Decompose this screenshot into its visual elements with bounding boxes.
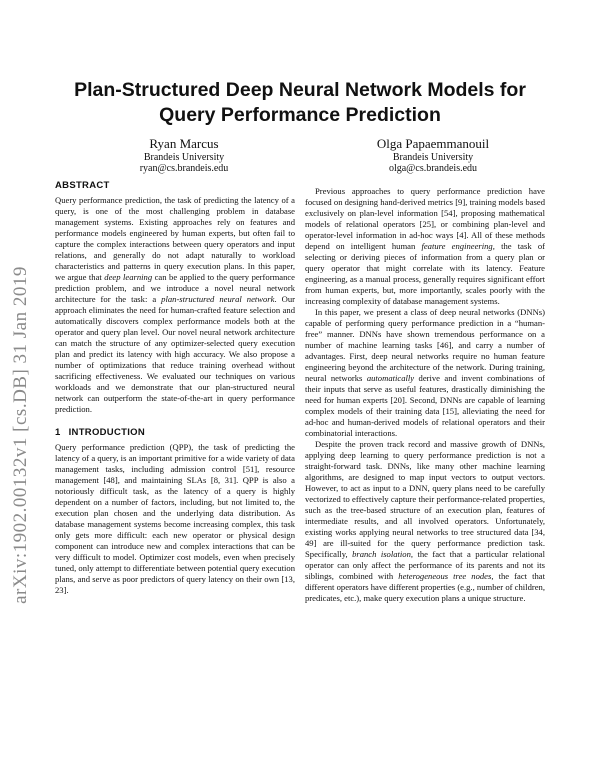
emphasis: automatically xyxy=(366,373,415,383)
text-span: derive and invent combinations of their inputs that serve as useful features, drastically diminishing the need for human experts [20]. Second, DNNs are capable of learning complex models of their training data [15], alleviating the need for ad-hoc and human-derived models of relational operators and their combinatorial interactions. xyxy=(305,373,545,438)
abstract-emphasis-2: plan-structured neural network xyxy=(161,294,275,304)
text-span: In this paper, we present a class of deep neural networks (DNNs) capable of performing query performance prediction in a “human-free” manner. DNNs have shown tremendous performance on a number of machine learning tasks [46], and carry a number of advantages. First, deep neural networks require no human feature engineering beyond the architecture of the network. During training, neural networks xyxy=(305,307,545,383)
left-column xyxy=(55,180,295,596)
text-span: , the task of selecting or deriving pieces of information from a query plan or query operator that might correlate with its latency. Feature engineering, as a manual process, generally requires significant effort from human experts, but, more importantly, scales poorly with the increasing complexity of database management systems. xyxy=(305,241,545,306)
emphasis: branch isolation xyxy=(352,549,411,559)
text-span: , the fact that a particular relational operator can only affect the performance of its parents and not its siblings, combined with xyxy=(305,549,545,581)
paper-title: Plan-Structured Deep Neural Network Models for Query Performance Prediction xyxy=(74,79,526,126)
emphasis: heterogeneous tree nodes xyxy=(398,571,492,581)
abstract-heading: ABSTRACT xyxy=(55,180,110,191)
text-span: , the fact that different operators have different properties (e.g., number of children, predicates, etc.), make query execution plans a unique structure. xyxy=(305,571,545,603)
arxiv-sidebar xyxy=(6,200,36,670)
arxiv-identifier: arXiv:1902.00132v1 [cs.DB] 31 Jan 2019 xyxy=(10,266,31,604)
author-block-1 xyxy=(94,136,274,174)
abstract-paragraph xyxy=(55,195,295,415)
abstract-text-1: Query performance prediction, the task of predicting the latency of a query, is one of the most challenging problem in database management systems. Existing approaches rely on features and performance models engineered by human experts, but often fail to capture the complex interactions between query operators and input relations, and generally do not adapt naturally to workload characteristics and patterns in query execution plans. In this paper, we argue that xyxy=(55,195,295,282)
section-number: 1 xyxy=(55,427,61,438)
author-email: olga@cs.brandeis.edu xyxy=(388,163,478,174)
body-paragraph-3 xyxy=(305,439,545,604)
abstract-emphasis-1: deep learning xyxy=(104,272,153,282)
abstract-text-3: . Our approach eliminates the need for human-crafted feature selection and automatically discovers complex performance models both at the operator and query plan level. Our novel neural network architecture can match the structure of any optimizer-selected query execution plan and predict its latency with high accuracy. We also propose a number of optimizations that reduce training overhead without sacrificing effectiveness. We evaluated our techniques on various workloads and we demonstrate that our plan-structured neural network can outperform the state-of-the-art in query performance prediction. xyxy=(55,294,295,414)
author-email: ryan@cs.brandeis.edu xyxy=(139,163,229,174)
emphasis: feature engineering xyxy=(421,241,493,251)
author-name: Ryan Marcus xyxy=(149,136,219,151)
abstract-text-2: can be applied to the query performance prediction problem, and we introduce a novel neural network architecture for the task: a xyxy=(55,272,295,304)
body-paragraph-2 xyxy=(305,307,545,439)
author-name: Olga Papaemmanouil xyxy=(376,136,490,151)
author-block-2 xyxy=(343,136,523,174)
intro-paragraph: Query performance prediction (QPP), the task of predicting the latency of a query, is an important primitive for a wide variety of data management tasks, including admission control [51], resource management [48], and maintaining SLAs [8, 31]. QPP is also a notoriously difficult task, as the latency of a query is highly dependent on a number of factors, including, but not limited to, the execution plan chosen and the underlying data distribution. As database management systems become increasing complex, this task only gets more difficult: each new operator or physical design component can introduce new and complex interactions that can be very difficult to model. Optimizer cost models, even when precisely tuned, only attempt to differentiate between potential query execution plans, and serve as poor predictors of query latency on their own [13, 23]. xyxy=(55,442,295,595)
author-affiliation: Brandeis University xyxy=(143,152,225,163)
section-title: INTRODUCTION xyxy=(68,427,146,438)
right-column xyxy=(305,186,545,604)
section-heading-introduction xyxy=(55,427,295,438)
body-paragraph-1 xyxy=(305,186,545,307)
text-span: Despite the proven track record and massive growth of DNNs, applying deep learning to query performance prediction is not a straight-forward task. DNNs, like many other machine learning algorithms, are designed to map input vectors to output vectors. However, to act as input to a DNN, query plans need to be carefully vectorized to effectively capture their performance-related properties, such as the tree-based structure of an execution plan, features of intermediate results, and all involved operators. Unfortunately, existing works applying neural networks to tree structured data [34, 49] are ill-suited for the query performance prediction task. Specifically, xyxy=(305,439,545,559)
author-affiliation: Brandeis University xyxy=(392,152,474,163)
text-span: Previous approaches to query performance prediction have focused on designing hand-derived metrics [9], training models based exclusively on plan-level information [54], proposing mathematical models of relational operators [25], or combining plan-level and operator-level information in ad-hoc ways [4]. All of these methods depend on intelligent human xyxy=(305,186,545,251)
